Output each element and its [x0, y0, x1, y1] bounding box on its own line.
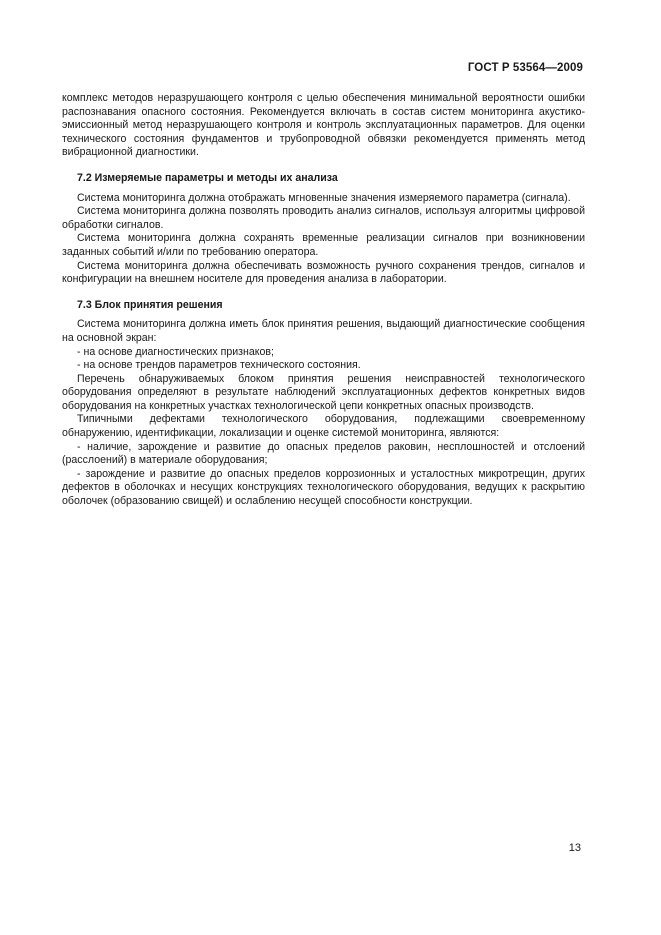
document-header: ГОСТ Р 53564—2009	[467, 62, 583, 74]
document-body	[62, 92, 585, 509]
section-7-3-paragraph: Типичными дефектами технологического оборудования, подлежащими своевременному обнаружению, идентификации, локализации и оценке системой мониторинга, являются:	[62, 413, 585, 440]
page-number: 13	[568, 842, 581, 854]
list-item: - наличие, зарождение и развитие до опасных пределов раковин, несплошностей и отслоений (расслоений) в материале оборудования;	[62, 440, 585, 467]
section-7-3-paragraph: Перечень обнаруживаемых блоком принятия решения неисправностей технологического оборудования определяют в результате наблюдений эксплуатационных дефектов конкретных видов оборудования на конкретных участках технологической цепи конкретных опасных производств.	[62, 372, 585, 412]
section-7-2-heading: 7.2 Измеряемые параметры и методы их анализа	[77, 171, 338, 184]
section-7-2-paragraph: Система мониторинга должна обеспечивать возможность ручного сохранения трендов, сигналов и конфигурации на внешнем носителе для проведения анализа в лаборатории.	[62, 259, 585, 286]
section-7-3-paragraph: Система мониторинга должна иметь блок принятия решения, выдающий диагностические сообщения на основной экран:	[62, 318, 585, 344]
section-7-2-paragraph: Система мониторинга должна сохранять временные реализации сигналов при возникновении заданных событий и/или по требованию оператора.	[62, 232, 585, 258]
intro-paragraph: комплекс методов неразрушающего контроля с целью обеспечения минимальной вероятности ошибки распознавания опасного состояния. Рекомендуется включать в состав систем мониторинга акустико-эмиссионный метод неразрушающего контроля и контроль эксплуатационных параметров. Для оценки технического состояния фундаментов и трубопроводной обвязки рекомендуется применять метод вибрационной диагностики.	[62, 92, 585, 159]
list-item: - зарождение и развитие до опасных пределов коррозионных и усталостных микротрещин, других дефектов в оболочках и несущих конструкциях технологического оборудования, ведущих к раскрытию оболочек (образованию свищей) и ослаблению несущей способности конструкции.	[62, 467, 585, 508]
list-item: - на основе диагностических признаков;	[77, 345, 274, 358]
list-item: - на основе трендов параметров технического состояния.	[77, 359, 361, 372]
section-7-2-paragraph: Система мониторинга должна отображать мгновенные значения измеряемого параметра (сигнала).	[77, 191, 571, 204]
section-7-2-paragraph: Система мониторинга должна позволять проводить анализ сигналов, используя алгоритмы цифровой обработки сигналов.	[62, 205, 585, 231]
section-7-3-heading: 7.3 Блок принятия решения	[77, 298, 223, 311]
